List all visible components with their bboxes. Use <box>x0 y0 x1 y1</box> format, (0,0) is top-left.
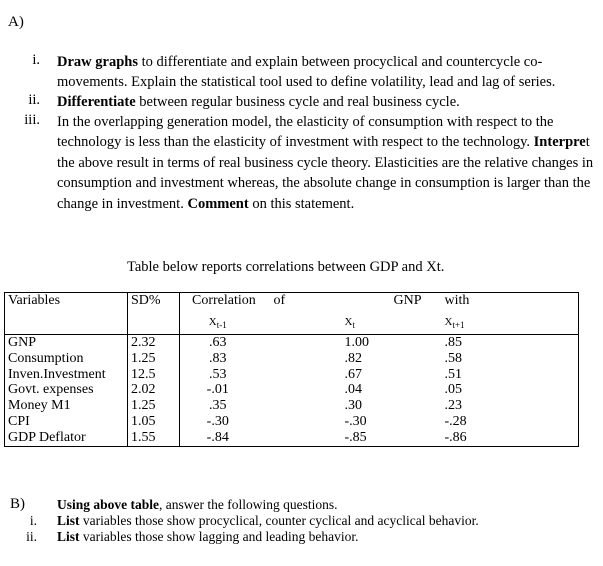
cell-lead: .05 <box>444 382 462 398</box>
cell-sd: 2.02 <box>128 382 180 398</box>
cell-variable: Inven.Investment <box>8 366 106 382</box>
table-row <box>5 351 579 367</box>
text-run: t the above result in terms of real business cycle theory. Elasticities are the relative changes in consumption and investment whereas, the absolute change in consumption is larger than the change in investment. <box>57 134 594 212</box>
cell-lag: -.01 <box>180 382 256 398</box>
correlation-table <box>4 292 579 447</box>
cell-sd: 12.5 <box>128 367 180 383</box>
header-of: of <box>273 293 286 308</box>
cell-variable: Consumption <box>8 350 84 366</box>
cell-current: .82 <box>344 350 362 366</box>
text-run: In the overlapping generation model, the elasticity of consumption with respect to the technology is less than the elasticity of investment with respect to the technology. <box>57 114 554 151</box>
cell-spacer <box>256 367 337 383</box>
cell-sd: 1.55 <box>128 430 180 446</box>
question-b-ii-rest: variables those show lagging and leading behavior. <box>79 529 359 544</box>
table-header-row <box>5 293 579 316</box>
section-a-label: A) <box>8 14 24 30</box>
question-b-ii-text <box>57 529 358 546</box>
cell-lead: .85 <box>425 334 579 350</box>
cell-current: 1.00 <box>337 334 425 350</box>
question-b-i-bold: List <box>57 513 80 528</box>
table-subheader-row <box>5 315 579 334</box>
question-b-ii-number: ii. <box>26 529 37 544</box>
text-run: to differentiate and explain between procyclical and countercycle co-movements. Explain the statistical tool used to define volatility, lead and lag of series. <box>57 54 556 91</box>
question-a-iii-text <box>57 112 597 214</box>
table-row <box>5 430 579 446</box>
cell-spacer <box>256 398 337 414</box>
cell-lag: -.30 <box>180 414 256 430</box>
header-with: with <box>444 293 470 308</box>
cell-lead: -.28 <box>444 413 467 429</box>
question-a-ii-number: ii. <box>28 92 40 108</box>
header-gnp: GNP <box>393 293 422 308</box>
cell-current: -.85 <box>344 429 367 445</box>
cell-sd: 1.05 <box>128 414 180 430</box>
cell-current: .30 <box>344 398 362 414</box>
cell-current: -.30 <box>344 413 367 429</box>
cell-variable: Money M1 <box>8 398 71 414</box>
cell-lead: .23 <box>444 398 462 414</box>
question-b-ii-bold: List <box>57 529 80 544</box>
cell-lead: .51 <box>444 366 462 382</box>
text-run: Comment <box>187 195 249 212</box>
cell-spacer <box>256 334 337 350</box>
question-a-i-text <box>57 52 597 93</box>
cell-spacer <box>256 351 337 367</box>
cell-variable: GNP <box>5 334 128 350</box>
section-b-intro-rest: , answer the following questions. <box>159 497 338 512</box>
cell-lag: -.84 <box>180 430 256 446</box>
cell-current: .04 <box>344 382 362 398</box>
question-b-i-number: i. <box>29 513 37 528</box>
cell-variable: CPI <box>8 413 30 429</box>
question-b-i-text <box>57 513 479 530</box>
text-run: on this statement. <box>248 195 355 212</box>
cell-sd: 2.32 <box>128 334 180 350</box>
question-b-i-rest: variables those show procyclical, counter cyclical and acyclical behavior. <box>79 513 479 528</box>
cell-lag: .53 <box>180 367 256 383</box>
cell-variable: Govt. expenses <box>8 382 94 398</box>
header-variables: Variables <box>8 293 61 308</box>
cell-lag: .83 <box>180 351 256 367</box>
cell-spacer <box>256 430 337 446</box>
cell-lead: .58 <box>444 350 462 366</box>
text-run: Interpre <box>533 134 586 151</box>
question-a-ii-text <box>57 92 597 112</box>
cell-lag: .35 <box>180 398 256 414</box>
header-sd: SD% <box>128 293 180 316</box>
section-b-intro <box>57 497 338 514</box>
text-run: between regular business cycle and real business cycle. <box>135 94 460 110</box>
question-a-i-number: i. <box>32 52 40 68</box>
subheader-lag: $X_{t-1}$ <box>180 315 256 334</box>
table-row <box>5 382 579 398</box>
cell-spacer <box>256 414 337 430</box>
question-a-iii-number: iii. <box>24 112 40 128</box>
cell-current: .67 <box>344 366 362 382</box>
cell-lead: -.86 <box>444 429 467 445</box>
header-correlation: Correlation <box>180 293 256 316</box>
section-b-label: B) <box>10 496 25 512</box>
table-row <box>5 414 579 430</box>
table-row <box>5 334 579 350</box>
table-row <box>5 398 579 414</box>
cell-variable: GDP Deflator <box>8 429 86 445</box>
cell-lag: .63 <box>180 334 256 350</box>
section-b-intro-bold: Using above table <box>57 497 160 512</box>
cell-spacer <box>256 382 337 398</box>
cell-sd: 1.25 <box>128 351 180 367</box>
subheader-current: $X_t$ <box>344 316 355 331</box>
table-caption: Table below reports correlations between GDP and Xt. <box>127 259 445 275</box>
text-run: Draw graphs <box>57 54 138 70</box>
subheader-lead: $X_{t+1}$ <box>444 316 465 331</box>
text-run: Differentiate <box>57 94 136 110</box>
cell-sd: 1.25 <box>128 398 180 414</box>
table-row <box>5 367 579 383</box>
